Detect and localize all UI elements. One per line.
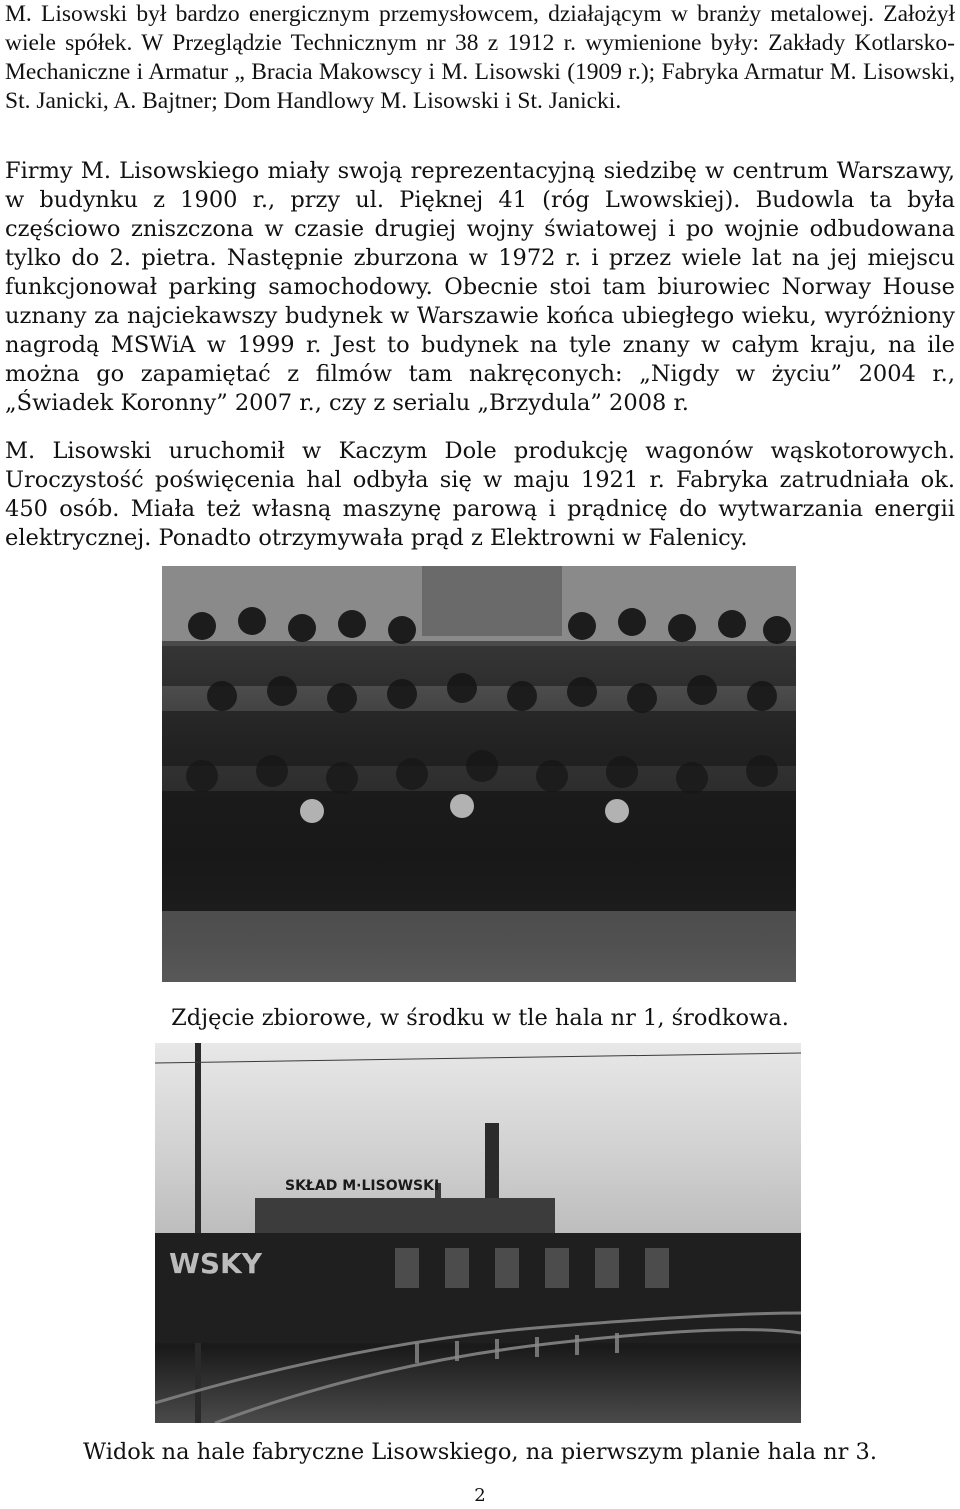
factory-sign-text: SKŁAD M·LISOWSKI bbox=[285, 1178, 440, 1194]
paragraph-companies: M. Lisowski był bardzo energicznym przemysłowcem, działającym w branży metalowej. Założył wiele spółek. W Przeglądzie Technicznym nr 38 z 1912 r. wymienione były: Zakłady Kotlarsko-Mechaniczne i Armatur „ Bracia Makowscy i M. Lisowski (1909 r.); Fabryka Armatur M. Lisowski, St. Janicki, A. Bajtner; Dom Handlowy M. Lisowski i St. Janicki. bbox=[5, 1, 955, 114]
factory-wall-text: WSKY bbox=[169, 1247, 263, 1280]
paragraph-kaczy-dol-factory: M. Lisowski uruchomił w Kaczym Dole produkcję wagonów wąskotorowych. Uroczystość poświęcenia hal odbyła się w maju 1921 r. Fabryka zatrudniała ok. 450 osób. Miała też własną maszynę parową i prądnicę do wytwarzania energii elektrycznej. Ponadto otrzymywała prąd z Elektrowni w Falenicy. bbox=[5, 438, 955, 551]
factory-photo bbox=[155, 1043, 801, 1423]
group-photo bbox=[162, 566, 796, 982]
page-number: 2 bbox=[474, 1485, 486, 1506]
group-photo-illustration bbox=[162, 566, 796, 982]
factory-photo-caption: Widok na hale fabryczne Lisowskiego, na pierwszym planie hala nr 3. bbox=[82, 1439, 878, 1465]
paragraph-headquarters: Firmy M. Lisowskiego miały swoją reprezentacyjną siedzibę w centrum Warszawy, w budynku z 1900 r., przy ul. Pięknej 41 (róg Lwowskiej). Budowla ta była częściowo zniszczona w czasie drugiej wojny światowej i po wojnie odbudowana tylko do 2. pietra. Następnie zburzona w 1972 r. i przez wiele lat na jej miejscu funkcjonował parking samochodowy. Obecnie stoi tam biurowiec Norway House uznany za najciekawszy budynek w Warszawie końca ubiegłego wieku, wyróżniony nagrodą MSWiA w 1999 r. Jest to budynek na tyle znany w całym kraju, na ile można go zapamiętać z filmów tam nakręconych: „Nigdy w życiu” 2004 r., „Świadek Koronny” 2007 r., czy z serialu „Brzydula” 2008 r. bbox=[5, 158, 955, 416]
group-photo-caption: Zdjęcie zbiorowe, w środku w tle hala nr 1, środkowa. bbox=[171, 1005, 789, 1031]
factory-photo-illustration bbox=[155, 1043, 801, 1423]
